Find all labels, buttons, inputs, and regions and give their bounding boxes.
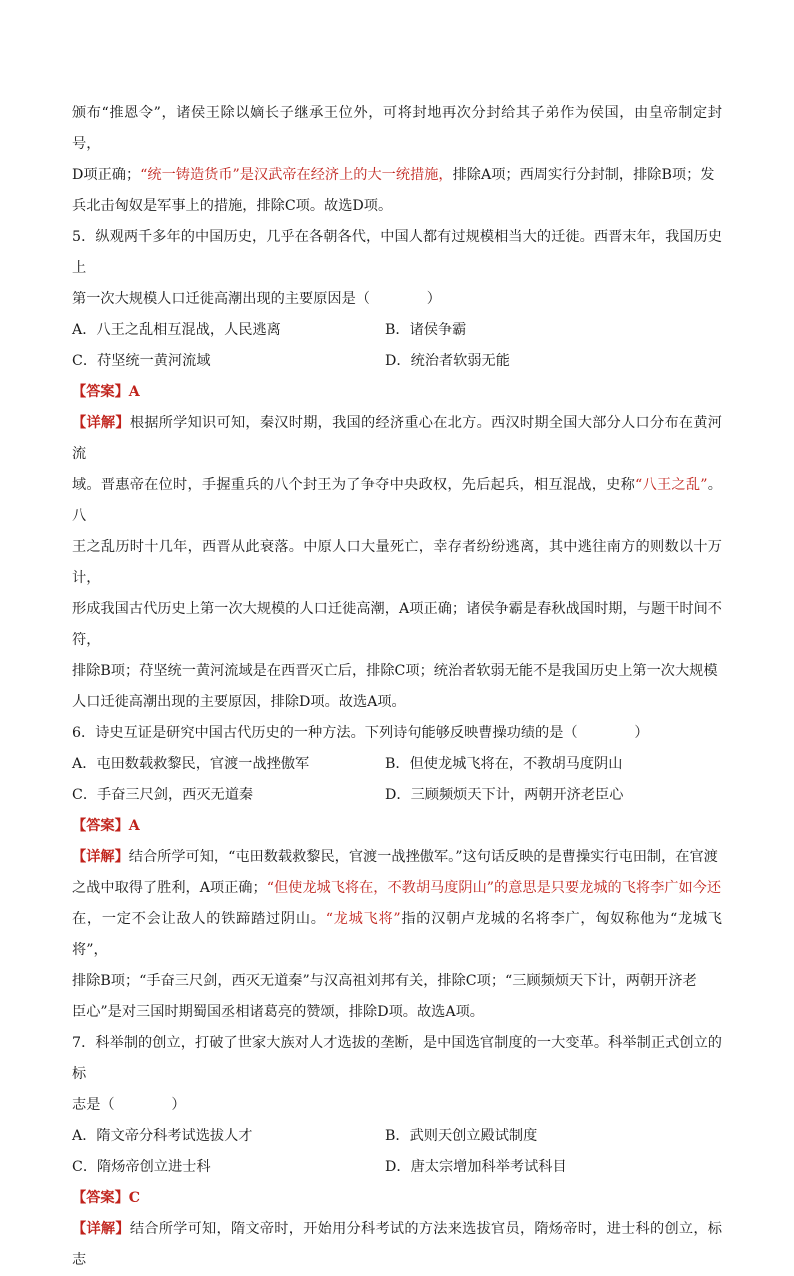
explanation-label: 【详解】 xyxy=(72,1221,130,1237)
text-span: 。八 xyxy=(72,477,722,524)
explanation-line xyxy=(72,873,722,904)
highlighted-text: “统一铸造货币”是汉武帝在经济上的大一统措施， xyxy=(140,167,453,183)
explanation-label: 【详解】 xyxy=(72,415,130,431)
option-c: C．手奋三尺剑，西灭无道秦 xyxy=(72,787,254,803)
option-a: A．八王之乱相互混战，人民逃离 xyxy=(72,322,281,338)
answer-label: 【答案】A xyxy=(72,818,140,834)
text-span: 之战中取得了胜利，A项正确； xyxy=(72,880,267,896)
text-span: 在，一定不会让敌人的铁蹄踏过阴山。 xyxy=(72,911,326,927)
explanation-line xyxy=(72,842,722,873)
explanation-line: 排除B项；苻坚统一黄河流域是在西晋灭亡后，排除C项；统治者软弱无能不是我国历史上第一次大规模 xyxy=(72,663,718,679)
option-list xyxy=(72,315,722,377)
option-a: A．屯田数载救黎民，官渡一战挫傲军 xyxy=(72,756,310,772)
option-d: D．三顾频烦天下计，两朝开济老臣心 xyxy=(385,787,624,803)
option-list xyxy=(72,749,722,811)
explanation-label: 【详解】 xyxy=(72,849,129,865)
explanation-line: 形成我国古代历史上第一次大规模的人口迁徙高潮，A项正确；诸侯争霸是春秋战国时期，与题干时间不符， xyxy=(72,601,722,648)
explanation-line xyxy=(72,408,722,470)
question-7 xyxy=(72,1028,722,1276)
text-span: 结合所学可知，“屯田数载救黎民，官渡一战挫傲军。”这句话反映的是曹操实行屯田制，在官渡 xyxy=(128,849,718,865)
text-span: 域。晋惠帝在位时，手握重兵的八个封王为了争夺中央政权，先后起兵，相互混战，史称 xyxy=(72,477,636,493)
explanation-line: 王之乱历时十几年，西晋从此衰落。中原人口大量死亡，幸存者纷纷逃离，其中逃往南方的则数以十万计， xyxy=(72,539,722,586)
explanation-line: 人口迁徙高潮出现的主要原因，排除D项。故选A项。 xyxy=(72,694,406,710)
option-d: D．统治者软弱无能 xyxy=(385,353,510,369)
highlighted-text: “龙城飞将” xyxy=(325,911,401,927)
option-d: D．唐太宗增加科举考试科目 xyxy=(385,1159,567,1175)
explanation-line xyxy=(72,470,722,532)
option-b: B．武则天创立殿试制度 xyxy=(385,1128,538,1144)
explanation-line: 排除B项；“手奋三尺剑，西灭无道秦”与汉高祖刘邦有关，排除C项；“三顾频烦天下计，两朝开济老 xyxy=(72,973,697,989)
question-stem: 7．科举制的创立，打破了世家大族对人才选拔的垄断，是中国选官制度的一大变革。科举制正式创立的标 xyxy=(72,1035,722,1082)
question-stem: 第一次大规模人口迁徙高潮出现的主要原因是（ ） xyxy=(72,291,441,307)
question-6 xyxy=(72,718,722,1028)
question-stem: 志是（ ） xyxy=(72,1097,186,1113)
question-stem: 6．诗史互证是研究中国古代历史的一种方法。下列诗句能够反映曹操功绩的是（ ） xyxy=(72,725,649,741)
highlighted-text: “但使龙城飞将在，不教胡马度阴山”的意思是只要龙城的飞将李广如今还 xyxy=(266,880,722,896)
text-span: 指的汉朝卢龙城的名将李广，匈奴称他为“龙城飞将”， xyxy=(72,911,722,958)
text-line: 兵北击匈奴是军事上的措施，排除C项。故选D项。 xyxy=(72,198,393,214)
question-5 xyxy=(72,222,722,718)
option-c: C．苻坚统一黄河流域 xyxy=(72,353,211,369)
option-a: A．隋文帝分科考试选拔人才 xyxy=(72,1128,253,1144)
text-line: 颁布“推恩令”，诸侯王除以嫡长子继承王位外，可将封地再次分封给其子弟作为侯国，由皇帝制定封号， xyxy=(72,105,722,152)
option-c: C．隋炀帝创立进士科 xyxy=(72,1159,211,1175)
answer-label: 【答案】C xyxy=(72,1190,141,1206)
text-span: D项正确； xyxy=(72,167,141,183)
option-b: B．诸侯争霸 xyxy=(385,322,467,338)
answer-label: 【答案】A xyxy=(72,384,140,400)
highlighted-text: “八王之乱” xyxy=(635,477,708,493)
previous-explanation-continuation xyxy=(72,98,722,222)
text-span: 结合所学可知，隋文帝时，开始用分科考试的方法来选拔官员，隋炀帝时，进士科的创立，标志 xyxy=(72,1221,722,1268)
text-line xyxy=(72,160,722,191)
explanation-line xyxy=(72,1214,722,1276)
explanation-line: 臣心”是对三国时期蜀国丞相诸葛亮的赞颂，排除D项。故选A项。 xyxy=(72,1004,484,1020)
page-content xyxy=(72,98,722,1276)
text-span: 排除A项；西周实行分封制，排除B项；发 xyxy=(452,167,715,183)
explanation-line xyxy=(72,904,722,966)
question-stem: 5．纵观两千多年的中国历史，几乎在各朝各代，中国人都有过规模相当大的迁徙。西晋末年，我国历史上 xyxy=(72,229,722,276)
text-span: 根据所学知识可知，秦汉时期，我国的经济重心在北方。西汉时期全国大部分人口分布在黄河流 xyxy=(72,415,722,462)
option-b: B．但使龙城飞将在，不教胡马度阴山 xyxy=(385,756,623,772)
option-list xyxy=(72,1121,722,1183)
